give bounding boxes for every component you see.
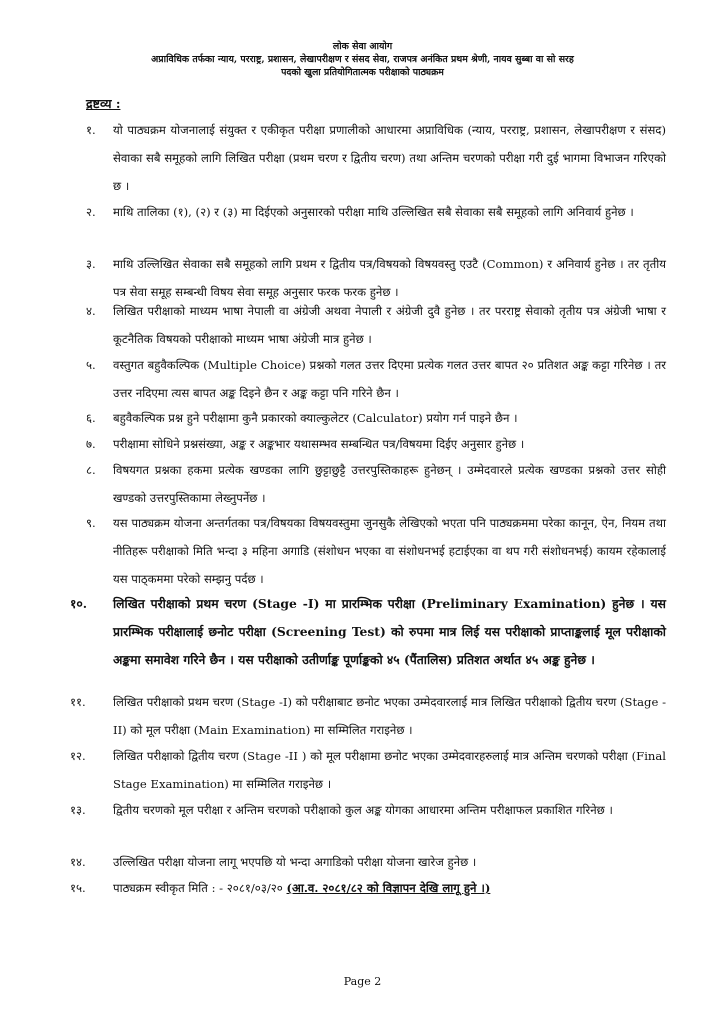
page-number: Page 2 xyxy=(343,975,382,988)
item-text: लिखित परीक्षाको प्रथम चरण (Stage -I) मा प्रारम्भिक परीक्षा (Preliminary Examination) हुनेछ । यस प्रारम्भिक परीक्षालाई छनोट परीक्षा (Screening Test) को रुपमा मात्र लिई यस परीक्षाको प्राप्ताङ्कलाई मूल परीक्षाको अङ्कमा समावेश गरिने छैन । यस परीक्षाको उतीर्णाङ्क पूर्णाङ्कको ४५ (पैंतालिस) प्रतिशत अर्थात ४५ अङ्क हुनेछ । xyxy=(113,596,666,667)
item-number: १४. xyxy=(70,855,86,869)
item-text: वस्तुगत बहुवैकल्पिक (Multiple Choice) प्रश्नको गलत उत्तर दिएमा प्रत्येक गलत उत्तर बापत २० प्रतिशत अङ्क कट्टा गरिनेछ । तर उत्तर नदिएमा त्यस बापत अङ्क दिइने छैन र अङ्क कट्टा पनि गरिने छैन । xyxy=(113,358,666,400)
item-text: उल्लिखित परीक्षा योजना लागू भएपछि यो भन्दा अगाडिको परीक्षा योजना खारेज हुनेछ । xyxy=(113,855,477,869)
list-item xyxy=(70,688,666,744)
effective-note: (आ.व. २०८१/८२ को विज्ञापन देखि लागू हुने ।) xyxy=(286,881,491,895)
item-number: १०. xyxy=(70,596,88,611)
item-number: ३. xyxy=(86,257,96,271)
list-item xyxy=(70,590,666,674)
item-number: १३. xyxy=(70,803,86,817)
list-item xyxy=(70,796,666,824)
item-number: ५. xyxy=(86,358,96,372)
item-text: पाठ्यक्रम स्वीकृत मिति : - २०८१/०३/२० xyxy=(113,881,283,895)
notice-title: द्रष्टव्य : xyxy=(86,96,121,111)
header-organization: लोक सेवा आयोग xyxy=(332,41,393,52)
item-text: लिखित परीक्षाको द्वितीय चरण (Stage -II ) को मूल परीक्षामा छनोट भएका उम्मेदवारहरुलाई मात्र अन्तिम चरणको परीक्षा (Final Stage Examination) मा सम्मिलित गराइनेछ । xyxy=(113,749,666,791)
list-item xyxy=(86,297,666,353)
item-text: लिखित परीक्षाको प्रथम चरण (Stage -I) को परीक्षाबाट छनोट भएका उम्मेदवारलाई मात्र लिखित परीक्षाको द्वितीय चरण (Stage -II) को मूल परीक्षा (Main Examination) मा सम्मिलित गराइनेछ । xyxy=(113,695,666,737)
item-text: लिखित परीक्षाको माध्यम भाषा नेपाली वा अंग्रेजी अथवा नेपाली र अंग्रेजी दुवै हुनेछ । तर परराष्ट्र सेवाको तृतीय पत्र अंग्रेजी भाषा र कूटनैतिक विषयको परीक्षाको माध्यम भाषा अंग्रेजी मात्र हुनेछ । xyxy=(113,304,666,346)
item-number: ८. xyxy=(86,463,96,477)
item-number: २. xyxy=(86,205,96,219)
list-item xyxy=(86,430,666,458)
item-text: यो पाठ्यक्रम योजनालाई संयुक्त र एकीकृत परीक्षा प्रणालीको आधारमा अप्राविधिक (न्याय, परराष्ट्र, प्रशासन, लेखापरीक्षण र संसद) सेवाका सबै समूहको लागि लिखित परीक्षा (प्रथम चरण र द्वितीय चरण) तथा अन्तिम चरणको परीक्षा गरी दुई भागमा विभाजन गरिएको छ । xyxy=(113,123,666,193)
item-number: ४. xyxy=(86,304,96,318)
item-number: ७. xyxy=(86,437,96,451)
header-services: अप्राविधिक तर्फका न्याय, परराष्ट्र, प्रशासन, लेखापरीक्षण र संसद सेवा, राजपत्र अनंकित प्रथम श्रेणी, नायव सुब्बा वा सो सरह xyxy=(151,54,574,65)
list-item xyxy=(86,404,666,432)
item-text: परीक्षामा सोधिने प्रश्नसंख्या, अङ्क र अङ्कभार यथासम्भव सम्बन्धित पत्र/विषयमा दिईए अनुसार हुनेछ । xyxy=(113,437,525,451)
list-item xyxy=(86,509,666,593)
item-text: माथि तालिका (१), (२) र (३) मा दिईएको अनुसारको परीक्षा माथि उल्लिखित सबै सेवाका सबै समूहको लागि अनिवार्य हुनेछ । xyxy=(113,205,634,219)
list-item xyxy=(86,456,666,512)
item-number: ६. xyxy=(86,411,96,425)
list-item xyxy=(86,198,666,226)
item-text: द्वितीय चरणको मूल परीक्षा र अन्तिम चरणको परीक्षाको कुल अङ्क योगका आधारमा अन्तिम परीक्षाफल प्रकाशित गरिनेछ । xyxy=(113,803,613,817)
item-text: विषयगत प्रश्नका हकमा प्रत्येक खण्डका लागि छुट्टाछुट्टै उत्तरपुस्तिकाहरू हुनेछन् । उम्मेदवारले प्रत्येक खण्डका प्रश्नको उत्तर सोही खण्डको उत्तरपुस्तिकामा लेख्नुपर्नेछ । xyxy=(113,463,666,505)
list-item xyxy=(70,874,666,902)
header-subtitle: पदको खुला प्रतियोगितात्मक परीक्षाको पाठ्यक्रम xyxy=(281,67,444,78)
item-number: ९. xyxy=(86,516,96,530)
list-item xyxy=(70,742,666,798)
list-item xyxy=(86,116,666,200)
item-text: यस पाठ्यक्रम योजना अन्तर्गतका पत्र/विषयका विषयवस्तुमा जुनसुकै लेखिएको भएता पनि पाठ्यक्रममा परेका कानून, ऐन, नियम तथा नीतिहरू परीक्षाको मिति भन्दा ३ महिना अगाडि (संशोधन भएका वा संशोधनभई हटाईएका वा थप गरी संशोधनभई) कायम रहेकालाई यस पाठ्कममा परेको सम्झनु पर्दछ । xyxy=(113,516,666,586)
item-number: १२. xyxy=(70,749,86,763)
item-number: ११. xyxy=(70,695,86,709)
list-item xyxy=(70,848,666,876)
item-number: १५. xyxy=(70,881,86,895)
item-text: माथि उल्लिखित सेवाका सबै समूहको लागि प्रथम र द्वितीय पत्र/विषयको विषयवस्तु एउटै (Common) र अनिवार्य हुनेछ । तर तृतीय पत्र सेवा समूह सम्बन्धी विषय सेवा समूह अनुसार फरक फरक हुनेछ । xyxy=(113,257,666,299)
item-number: १. xyxy=(86,123,96,137)
item-text: बहुवैकल्पिक प्रश्न हुने परीक्षामा कुनै प्रकारको क्याल्कुलेटर (Calculator) प्रयोग गर्न पाइने छैन । xyxy=(113,411,518,425)
list-item xyxy=(86,351,666,407)
